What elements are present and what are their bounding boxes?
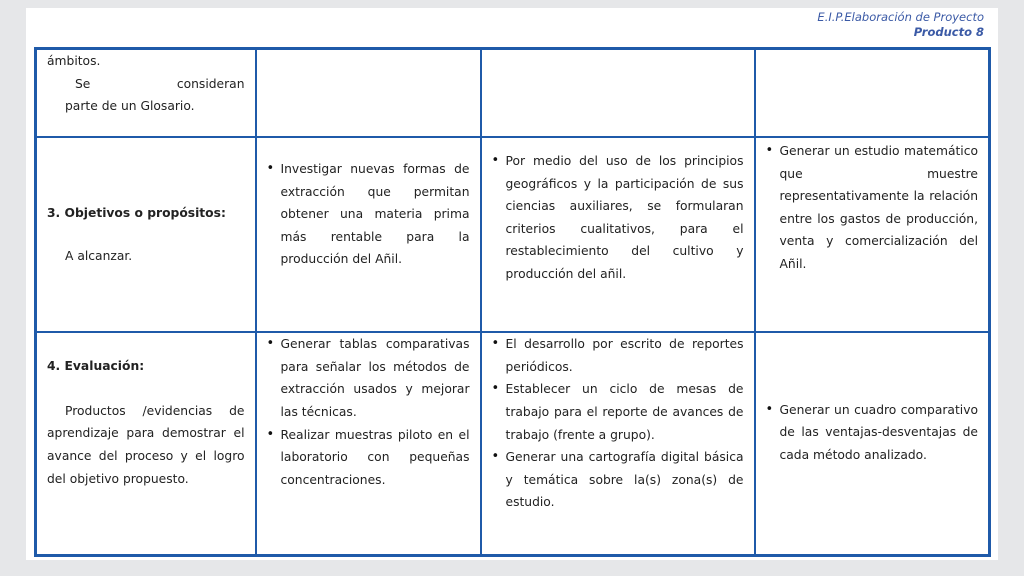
objectives-col3-list <box>492 150 744 286</box>
header-product-label: Producto 8 <box>913 25 984 39</box>
cell-scope-col3 <box>481 49 755 138</box>
scope-text-first: ámbitos. <box>47 54 101 68</box>
list-item: • Establecer un ciclo de mesas de trabajo para el reporte de avances de trabajo (frente a grupo). <box>506 378 744 446</box>
objectives-col2-list <box>267 158 470 271</box>
list-item: • El desarrollo por escrito de reportes periódicos. <box>506 333 744 378</box>
objectives-title: 3. Objetivos o propósitos: <box>47 205 226 220</box>
cell-objectives-label <box>36 137 256 332</box>
cell-evaluation-col4 <box>755 332 990 555</box>
slide-page <box>26 8 998 560</box>
list-item: • Generar una cartografía digital básica y temática sobre la(s) zona(s) de estudio. <box>506 446 744 514</box>
scope-text-third: parte de un Glosario. <box>65 99 195 114</box>
objectives-col4-list <box>766 140 979 276</box>
cell-scope-col2 <box>256 49 481 138</box>
scope-word-consideran: consideran <box>176 76 245 91</box>
list-item: • Generar un estudio matemático que muestre representativamente la relación entre los gastos de producción, venta y comercialización del Añil. <box>780 140 979 276</box>
scope-word-se: Se <box>75 76 91 91</box>
cell-objectives-col4 <box>755 137 990 332</box>
scope-text-second <box>47 73 245 96</box>
evaluation-title: 4. Evaluación: <box>47 359 145 374</box>
project-table <box>34 47 991 557</box>
cell-evaluation-col3 <box>481 332 755 555</box>
table-row-evaluation <box>36 332 990 555</box>
evaluation-col3-list <box>492 333 744 514</box>
document-header <box>817 10 984 40</box>
objectives-subtitle: A alcanzar. <box>65 248 133 263</box>
list-item: • Investigar nuevas formas de extracción que permitan obtener una materia prima más rentable para la producción del Añil. <box>281 158 470 271</box>
list-item: • Generar un cuadro comparativo de las ventajas-desventajas de cada método analizado. <box>780 399 979 467</box>
cell-scope-col4 <box>755 49 990 138</box>
table-row-objectives <box>36 137 990 332</box>
cell-scope-label <box>36 49 256 138</box>
header-project-title: E.I.P.Elaboración de Proyecto <box>817 10 984 24</box>
cell-evaluation-col2 <box>256 332 481 555</box>
evaluation-col4-list <box>766 399 979 467</box>
list-item: • Realizar muestras piloto en el laboratorio con pequeñas concentraciones. <box>281 424 470 492</box>
evaluation-col2-list <box>267 333 470 491</box>
list-item: • Generar tablas comparativas para señalar los métodos de extracción usados y mejorar las técnicas. <box>281 333 470 423</box>
evaluation-description: Productos /evidencias de aprendizaje para demostrar el avance del proceso y el logro del objetivo propuesto. <box>47 403 245 486</box>
cell-evaluation-label <box>36 332 256 555</box>
cell-objectives-col2 <box>256 137 481 332</box>
list-item: • Por medio del uso de los principios geográficos y la participación de sus ciencias auxiliares, se formularan criterios cualitativos, para el restablecimiento del cultivo y producción del añil. <box>506 150 744 286</box>
cell-objectives-col3 <box>481 137 755 332</box>
table-row-scope <box>36 49 990 138</box>
